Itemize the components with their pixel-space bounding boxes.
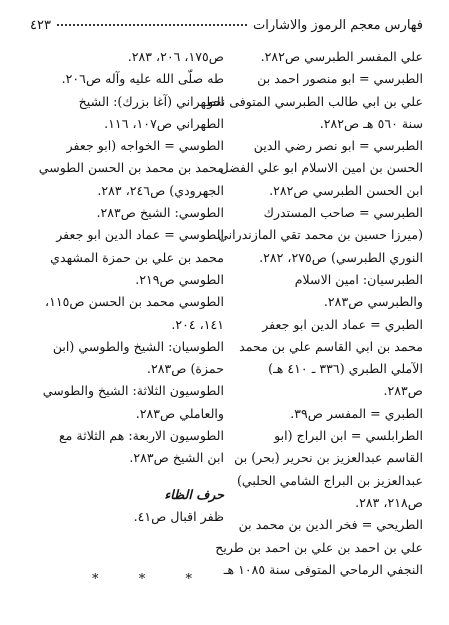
index-line: الطوسي محمد بن الحسن ص١١٥، <box>45 294 224 310</box>
index-line: القاسم عبدالعزيز بن نحرير (بحر) بن <box>234 450 423 466</box>
left-column <box>36 46 224 528</box>
index-line: النجفي الرماحي المتوفى سنة ١٠٨٥ هـ <box>223 561 423 577</box>
page-number: ٤٢٣ <box>30 17 51 33</box>
running-title: فهارس معجم الرموز والاشارات <box>253 17 423 33</box>
index-line: ظفر اقبال ص٤١. <box>133 508 224 524</box>
index-line: ابن الشيخ ص٢٨٣. <box>129 450 224 466</box>
page-header <box>30 14 423 36</box>
index-line: الطوسيون الثلاثة: الشيخ والطوسي <box>42 383 224 399</box>
index-line: محمد بن علي بن حمزة المشهدي <box>50 249 224 265</box>
index-line: محمد بن ابي القاسم علي بن محمد <box>239 338 423 354</box>
index-line: والطبرسي ص٢٨٣. <box>323 294 423 310</box>
index-line: الطوسي ص٢١٩. <box>135 271 224 287</box>
index-line: (ميرزا حسين بن محمد تقي المازندراني <box>218 227 423 243</box>
asterisk-icon: * <box>185 572 192 587</box>
index-line: الطبري = عماد الدين ابو جعفر <box>262 316 423 332</box>
asterisk-icon: * <box>92 572 99 587</box>
index-line: الطوسيون الاربعة: هم الثلاثة مع <box>58 428 224 444</box>
index-line: النوري الطبرسي) ص٢٧٥، ٢٨٢. <box>259 249 423 265</box>
index-line: الجهرودي) ص٢٤٦، ٢٨٣. <box>97 182 224 198</box>
index-line: الطرابلسي = ابن البراج (ابو <box>274 428 423 444</box>
right-column <box>207 46 423 581</box>
end-of-section-marks <box>92 572 192 587</box>
section-heading: حرف الظاء <box>164 486 224 502</box>
index-line: عبدالعزيز بن البراج الشامي الحلبي) <box>236 472 423 488</box>
index-line: علي بن ابي طالب الطبرسي المتوفى نحو <box>207 93 423 109</box>
index-line: الطوسي: الشيخ ص٢٨٣. <box>96 205 224 221</box>
index-line: الطهراني (آغا بزرك): الشيخ <box>78 93 224 109</box>
index-line: الطوسي = عماد الدين ابو جعفر <box>56 227 224 243</box>
index-line: سنة ٥٦٠ هـ ص٢٨٢. <box>319 115 423 131</box>
index-line: ١٤١، ٢٠٤. <box>171 316 224 332</box>
index-line: الطبرسي = ابو منصور احمد بن <box>257 71 423 87</box>
index-line: الطوسيان: الشيخ والطوسي (ابن <box>52 338 224 354</box>
index-line: الطريحي = فخر الدين بن محمد بن <box>238 517 423 533</box>
index-line: الطهراني ص١٠٧، ١١٦. <box>104 115 224 131</box>
index-line: علي بن احمد بن علي بن احمد بن طريح <box>215 539 423 555</box>
asterisk-icon: * <box>138 572 146 587</box>
index-line: الطوسي = الخواجه (ابو جعفر <box>66 138 224 154</box>
index-line: علي المفسر الطبرسي ص٢٨٢. <box>260 49 423 64</box>
index-line: والعاملي ص٢٨٣. <box>135 405 224 421</box>
dot-leader <box>57 24 247 26</box>
index-line: ص١٧٥، ٢٠٦، ٢٨٣. <box>127 49 224 64</box>
index-line: الحسن بن امين الاسلام ابو علي الفضل <box>219 160 423 176</box>
index-line: ص٢١٨، ٢٨٣. <box>355 494 423 510</box>
index-line: الآملي الطبري (٣٣٦ ـ ٤١٠ هـ) <box>268 361 423 377</box>
index-line: الطبري = المفسر ص٣٩. <box>290 405 423 421</box>
index-line: الطبرسيان: امين الاسلام <box>294 271 423 287</box>
index-line: الطبرسي = صاحب المستدرك <box>263 205 423 221</box>
index-line: حمزة) ص٢٨٣. <box>146 361 224 377</box>
index-line: ابن الحسن الطبرسي ص٢٨٢. <box>269 182 423 198</box>
index-line: ص٢٨٣. <box>383 383 423 399</box>
index-line: طه صلّى الله عليه وآله ص٢٠٦. <box>61 71 224 87</box>
index-line: محمد بن محمد بن الحسن الطوسي <box>38 160 224 176</box>
index-line: الطبرسي = ابو نصر رضي الدين <box>253 138 423 154</box>
